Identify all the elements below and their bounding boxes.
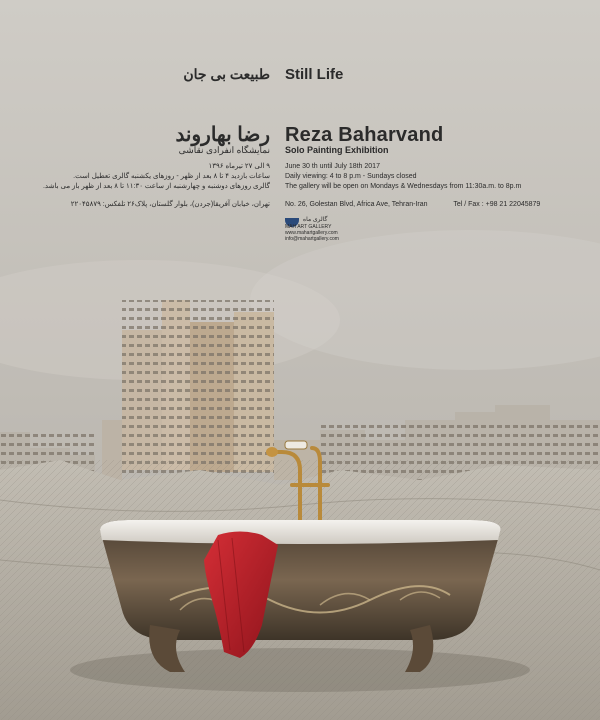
address-english (285, 200, 540, 210)
address-line: No. 26, Golestan Blvd, Africa Ave, Tehran-Iran (285, 201, 428, 208)
special-hours-english: The gallery will be open on Mondays & Wednesdays from 11:30a.m. to 8p.m (285, 183, 522, 190)
info-persian (43, 162, 270, 210)
gallery-name: MAH ART GALLERY (285, 224, 332, 230)
dates-english: June 30 th until July 18th 2017 (285, 163, 380, 170)
gallery-contact (285, 230, 339, 242)
hours-persian: ساعات بازدید ۴ تا ۸ بعد از ظهر - روزهای یکشنبه گالری تعطیل است. (73, 173, 270, 180)
gallery-website[interactable]: www.mahartgallery.com (285, 230, 338, 236)
artist-name-english: Reza Baharvand (285, 124, 444, 146)
hours-english: Daily viewing: 4 to 8 p.m - Sundays closed (285, 173, 417, 180)
title-english: Still Life (285, 66, 344, 83)
info-english (285, 162, 540, 210)
gallery-name-persian: گالری ماه (303, 217, 328, 223)
dates-persian: ۹ الی ۲۷ تیرماه ۱۳۹۶ (208, 163, 270, 170)
subtitle-english: Solo Painting Exhibition (285, 145, 389, 155)
special-hours-persian: گالری روزهای دوشنبه و چهارشنبه از ساعت ۱۱:۳۰ تا ۸ بعد از ظهر باز می باشد. (42, 183, 270, 190)
address-persian: تهران، خیابان آفریقا(جردن)، بلوار گلستان، پلاک۲۶ تلفکس: ۲۲۰۴۵۸۷۹ (70, 201, 270, 208)
phone-number: Tel / Fax : +98 21 22045879 (453, 201, 541, 208)
artist-name-persian: رضا بهاروند (175, 124, 270, 146)
gallery-email[interactable]: info@mahartgallery.com (285, 236, 339, 242)
title-persian: طبیعت بی جان (183, 66, 270, 82)
subtitle-persian: نمایشگاه انفرادی نقاشی (178, 145, 270, 155)
